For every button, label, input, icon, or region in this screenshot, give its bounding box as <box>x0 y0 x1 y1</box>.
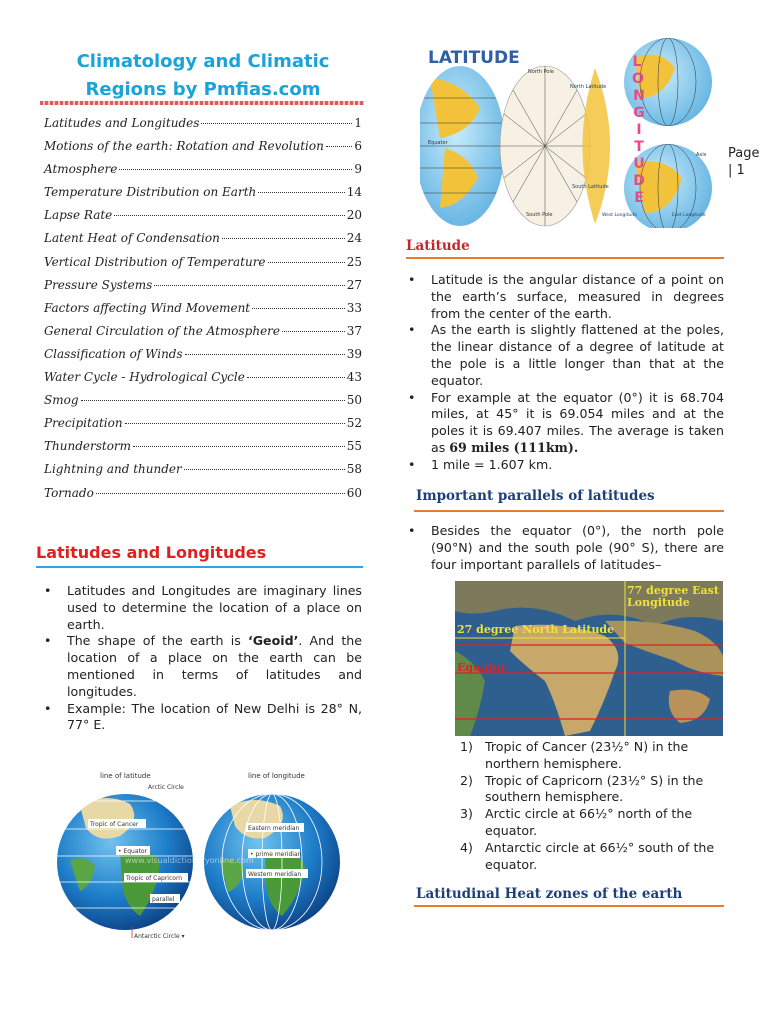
axis-label: Axis <box>696 152 707 158</box>
tropic-of-cancer-label: Tropic of Cancer <box>90 821 139 828</box>
section-divider <box>36 566 363 568</box>
toc-leader-dots <box>185 354 345 355</box>
toc-leader-dots <box>247 377 345 378</box>
list-text: Tropic of Capricorn (23½° S) in the southern hemisphere. <box>485 772 704 805</box>
list-number: 2) <box>460 772 473 788</box>
toc-leader-dots <box>282 331 345 332</box>
line-of-longitude-label: line of longitude <box>248 772 305 780</box>
toc-entry-page: 1 <box>354 116 362 130</box>
intro-bullet-list <box>36 583 362 734</box>
toc-entry-page: 60 <box>346 485 362 500</box>
toc-entry-label: Pressure Systems <box>44 277 153 292</box>
toc-entry-label: Vertical Distribution of Temperature <box>44 254 266 269</box>
toc-entry-page: 55 <box>346 439 362 454</box>
arctic-circle-label: Arctic Circle <box>148 784 184 791</box>
tropic-of-capricorn-label: Tropic of Capricorn <box>126 875 183 882</box>
toc-leader-dots <box>184 469 345 470</box>
toc-entry-page: 58 <box>346 462 362 477</box>
toc-entry[interactable] <box>44 416 362 439</box>
toc-entry-page: 43 <box>346 370 362 385</box>
watermark-text: www.visualdictionaryonline.com <box>125 856 254 865</box>
toc-leader-dots <box>268 262 345 263</box>
toc-entry[interactable] <box>44 370 362 393</box>
toc-leader-dots <box>154 285 344 286</box>
map-label-east-longitude: 77 degree East Longitude <box>627 584 719 609</box>
antarctic-circle-label: Antarctic Circle ▾ <box>134 933 185 940</box>
toc-entry-label: Precipitation <box>44 416 123 431</box>
toc-entry[interactable] <box>44 116 362 139</box>
toc-entry-page: 9 <box>354 162 362 177</box>
toc-entry[interactable] <box>44 139 362 162</box>
list-item: • As the earth is slightly flattened at the poles, the linear distance of a degree of latitude at the pole is a little longer than that at the equator. <box>400 322 724 389</box>
toc-entry-page: 20 <box>346 208 362 223</box>
equator-fig-label: Equator <box>428 140 448 146</box>
toc-entry[interactable] <box>44 185 362 208</box>
latitude-longitude-figure <box>420 38 722 228</box>
toc-entry-page: 24 <box>346 231 362 246</box>
toc-entry-page: 50 <box>346 393 362 408</box>
list-number: 1) <box>460 739 473 754</box>
east-longitude-label: East Longitude <box>672 213 706 218</box>
page-number <box>728 145 768 179</box>
toc-entry-label: Latent Heat of Condensation <box>44 231 220 246</box>
toc-entry-page: 6 <box>354 139 362 154</box>
toc-entry[interactable] <box>44 347 362 370</box>
list-item: • Besides the equator (0°), the north pole (90°N) and the south pole (90° S), there are four important parallels of latitudes– <box>400 523 724 573</box>
parallels-bullet-list <box>400 523 724 573</box>
longitude-letter: E <box>634 190 644 206</box>
equator-label: • Equator <box>118 848 148 855</box>
west-longitude-label: West Longitude <box>602 213 637 218</box>
toc-entry-label: Temperature Distribution on Earth <box>44 185 257 200</box>
list-item <box>460 840 724 874</box>
list-item: • Latitude is the angular distance of a point on the earth’s surface, measured in degrees from the center of the earth. <box>400 272 724 322</box>
title-divider <box>40 101 364 105</box>
section-heading-latitudes-longitudes: Latitudes and Longitudes <box>36 543 267 562</box>
toc-entry-label: Smog <box>44 393 79 408</box>
toc-leader-dots <box>96 493 345 494</box>
toc-entry-label: Thunderstorm <box>44 439 132 454</box>
toc-leader-dots <box>326 146 353 147</box>
toc-entry-page: 25 <box>346 254 362 269</box>
toc-leader-dots <box>222 238 345 239</box>
latitude-bullet-list <box>400 272 724 474</box>
section-heading-heat-zones: Latitudinal Heat zones of the earth <box>416 886 683 902</box>
toc-leader-dots <box>119 169 352 170</box>
longitude-letter: D <box>633 173 645 189</box>
toc-entry[interactable] <box>44 462 362 485</box>
longitude-letter: G <box>633 105 645 121</box>
section-divider <box>414 905 724 907</box>
toc-leader-dots <box>81 400 345 401</box>
line-of-latitude-label: line of latitude <box>100 772 151 780</box>
title-line-2: Regions by Pmfias.com <box>85 79 321 100</box>
toc-entry-label: Classification of Winds <box>44 346 183 361</box>
map-label-north-latitude: 27 degree North Latitude <box>457 623 615 636</box>
toc-entry-label: Water Cycle - Hydrological Cycle <box>44 370 245 385</box>
longitude-letter: T <box>634 139 644 155</box>
toc-entry[interactable] <box>44 278 362 301</box>
toc-leader-dots <box>114 215 344 216</box>
toc-leader-dots <box>258 192 344 193</box>
parallels-numbered-list <box>460 739 724 873</box>
parallel-label: parallel <box>152 896 175 903</box>
eastern-meridian-label: Eastern meridian <box>248 825 300 832</box>
toc-entry-label: Lightning and thunder <box>44 462 182 477</box>
toc-leader-dots <box>252 308 345 309</box>
list-text: Arctic circle at 66½° north of the equator. <box>485 806 693 838</box>
latitude-title-label: LATITUDE <box>428 48 520 68</box>
toc-entry-label: Motions of the earth: Rotation and Revolution <box>44 139 324 154</box>
toc-entry[interactable] <box>44 301 362 324</box>
toc-entry-label: Tornado <box>44 485 94 500</box>
list-number: 4) <box>460 839 473 855</box>
list-item: • Latitudes and Longitudes are imaginary lines used to determine the location of a place on earth. <box>36 583 362 633</box>
longitude-letter: U <box>633 156 645 172</box>
toc-leader-dots <box>125 423 345 424</box>
document-title <box>40 48 366 104</box>
page-label: Page <box>728 146 760 161</box>
toc-leader-dots <box>133 446 345 447</box>
toc-entry-page: 39 <box>346 346 362 361</box>
toc-entry[interactable] <box>44 393 362 416</box>
world-map-figure <box>455 581 723 736</box>
toc-entry[interactable] <box>44 324 362 347</box>
toc-entry[interactable] <box>44 486 362 509</box>
south-latitude-label: South Latitude <box>572 184 609 190</box>
list-text: Tropic of Cancer (23½° N) in the northern hemisphere. <box>485 739 689 771</box>
toc-entry-page: 33 <box>346 300 362 315</box>
section-divider <box>406 257 724 259</box>
toc-entry[interactable] <box>44 439 362 462</box>
western-meridian-label: Western meridian <box>248 871 302 878</box>
toc-entry-label: Atmosphere <box>44 162 118 177</box>
toc-entry-label: Factors affecting Wind Movement <box>44 300 251 315</box>
section-heading-latitude: Latitude <box>406 238 470 254</box>
section-divider <box>414 510 724 512</box>
list-text: Antarctic circle at 66½° south of the equator. <box>485 839 715 872</box>
toc-entry-page: 52 <box>346 416 362 431</box>
map-label-equator: Equator <box>457 661 507 674</box>
toc-entry[interactable] <box>44 255 362 278</box>
toc-entry-page: 37 <box>346 323 362 338</box>
toc-entry-label: General Circulation of the Atmosphere <box>44 323 281 338</box>
list-item <box>460 806 724 840</box>
page-value: | 1 <box>728 163 745 178</box>
toc-entry[interactable] <box>44 231 362 254</box>
list-item: • For example at the equator (0°) it is 68.704 miles, at 45° it is 69.054 miles and at the poles it is 69.407 miles. The average is taken as 69 miles (111km). <box>400 390 724 457</box>
list-item: • 1 mile = 1.607 km. <box>400 457 724 474</box>
toc-entry-label: Latitudes and Longitudes <box>44 116 200 130</box>
toc-entry[interactable] <box>44 208 362 231</box>
north-pole-label: North Pole <box>528 69 554 75</box>
list-number: 3) <box>460 806 473 822</box>
section-heading-important-parallels: Important parallels of latitudes <box>416 488 655 504</box>
toc-entry[interactable] <box>44 162 362 185</box>
longitude-letter: N <box>633 88 645 104</box>
toc-entry-page: 27 <box>346 277 362 292</box>
list-item: • Example: The location of New Delhi is 28° N, 77° E. <box>36 701 362 735</box>
table-of-contents <box>44 116 362 509</box>
longitude-letter: L <box>632 54 642 70</box>
longitude-letter: I <box>636 122 642 138</box>
toc-entry-page: 14 <box>346 185 362 200</box>
list-item <box>460 739 724 773</box>
title-line-1: Climatology and Climatic <box>76 51 330 72</box>
prime-meridian-label: • prime meridian <box>250 851 302 858</box>
south-pole-label: South Pole <box>526 212 553 218</box>
list-item <box>460 773 724 807</box>
longitude-letter: O <box>632 71 644 87</box>
north-latitude-label: North Latitude <box>570 84 607 90</box>
toc-leader-dots <box>201 123 352 124</box>
globe-latitude-longitude-figure <box>50 766 350 946</box>
toc-entry-label: Lapse Rate <box>44 208 113 223</box>
list-item: • The shape of the earth is ‘Geoid’. And the location of a place on the earth can be mentioned in terms of latitudes and longitudes. <box>36 633 362 700</box>
